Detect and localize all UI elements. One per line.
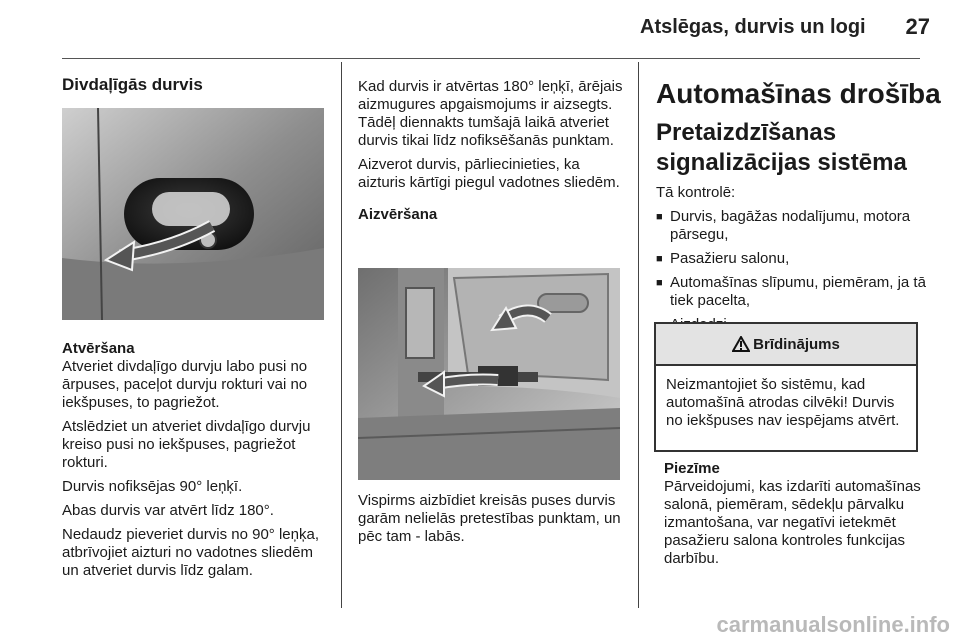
warning-text: Neizmantojiet šo sistēmu, kad automašīnā atrodas cilvēki! Durvis no iekšpuses nav iespējams atvērt. (666, 376, 900, 429)
subsection-title-anti-theft: Pretaizdzīšanas signalizācijas sistēma (656, 119, 907, 176)
subhead-opening: Atvēršana (62, 340, 135, 357)
paragraph: Abas durvis var atvērt līdz 180°. (62, 502, 274, 519)
header-rule (62, 58, 920, 59)
paragraph: Durvis nofiksējas 90° leņķī. (62, 478, 243, 495)
column-divider-1 (341, 62, 342, 608)
page-number: 27 (905, 14, 930, 39)
door-handle-photo (62, 108, 324, 320)
column-divider-2 (638, 62, 639, 608)
door-stop-photo (358, 268, 620, 480)
intro-text: Tā kontrolē: (656, 184, 736, 201)
warning-header (656, 324, 916, 366)
note-block (664, 460, 924, 568)
paragraph: Atveriet divdaļīgo durvju labo pusi no ārpuses, paceļot durvju rokturi vai no iekšpuses, to pagriežot. (62, 358, 308, 411)
paragraph: Nedaudz pieveriet durvis no 90° leņķa, atbrīvojiet aizturi no vadotnes sliedēm un atveriet durvis līdz galam. (62, 526, 319, 579)
list-item: ■ Automašīnas slīpumu, piemēram, ja tā tiek pacelta, (656, 274, 926, 310)
list-item: ■ Pasažieru salonu, (656, 250, 926, 268)
section-title-vehicle-security: Automašīnas drošība (656, 78, 941, 109)
paragraph: Aizverot durvis, pārliecinieties, ka aizturis kārtīgi piegul vadotnes sliedēm. (358, 156, 620, 191)
paragraph: Atslēdziet un atveriet divdaļīgo durvju kreiso pusi no iekšpuses, pagriežot rokturi. (62, 418, 311, 471)
column-1 (62, 76, 330, 94)
warning-triangle-icon (732, 336, 750, 352)
column-3 (656, 78, 941, 340)
monitored-list (656, 208, 926, 334)
section-title-two-part-doors: Divdaļīgās durvis (62, 75, 203, 94)
column-2 (358, 78, 630, 224)
warning-box (654, 322, 918, 452)
column-1-body (62, 340, 330, 586)
note-title: Piezīme (664, 460, 720, 477)
paragraph: Kad durvis ir atvērtas 180° leņķī, ārējais aizmugures apgaismojums ir aizsegts. Tādēļ diennakts tumšajā laikā atveriet durvis tikai līdz nofiksēšanās punktam. (358, 78, 623, 149)
subhead-closing: Aizvēršana (358, 206, 438, 223)
column-2-body (358, 492, 630, 552)
watermark: carmanualsonline.info (716, 612, 950, 637)
running-header: Atslēgas, durvis un logi (640, 16, 866, 38)
paragraph: Vispirms aizbīdiet kreisās puses durvis garām nelielās pretestības punktam, un pēc tam - labās. (358, 492, 621, 545)
note-text: Pārveidojumi, kas izdarīti automašīnas salonā, piemēram, sēdekļu pārvalku izmantošana, var negatīvi ietekmēt pasažieru salona kontroles funkcijas darbību. (664, 478, 921, 567)
warning-title: Brīdinājums (753, 335, 840, 353)
list-item: ■ Durvis, bagāžas nodalījumu, motora pārsegu, (656, 208, 926, 244)
